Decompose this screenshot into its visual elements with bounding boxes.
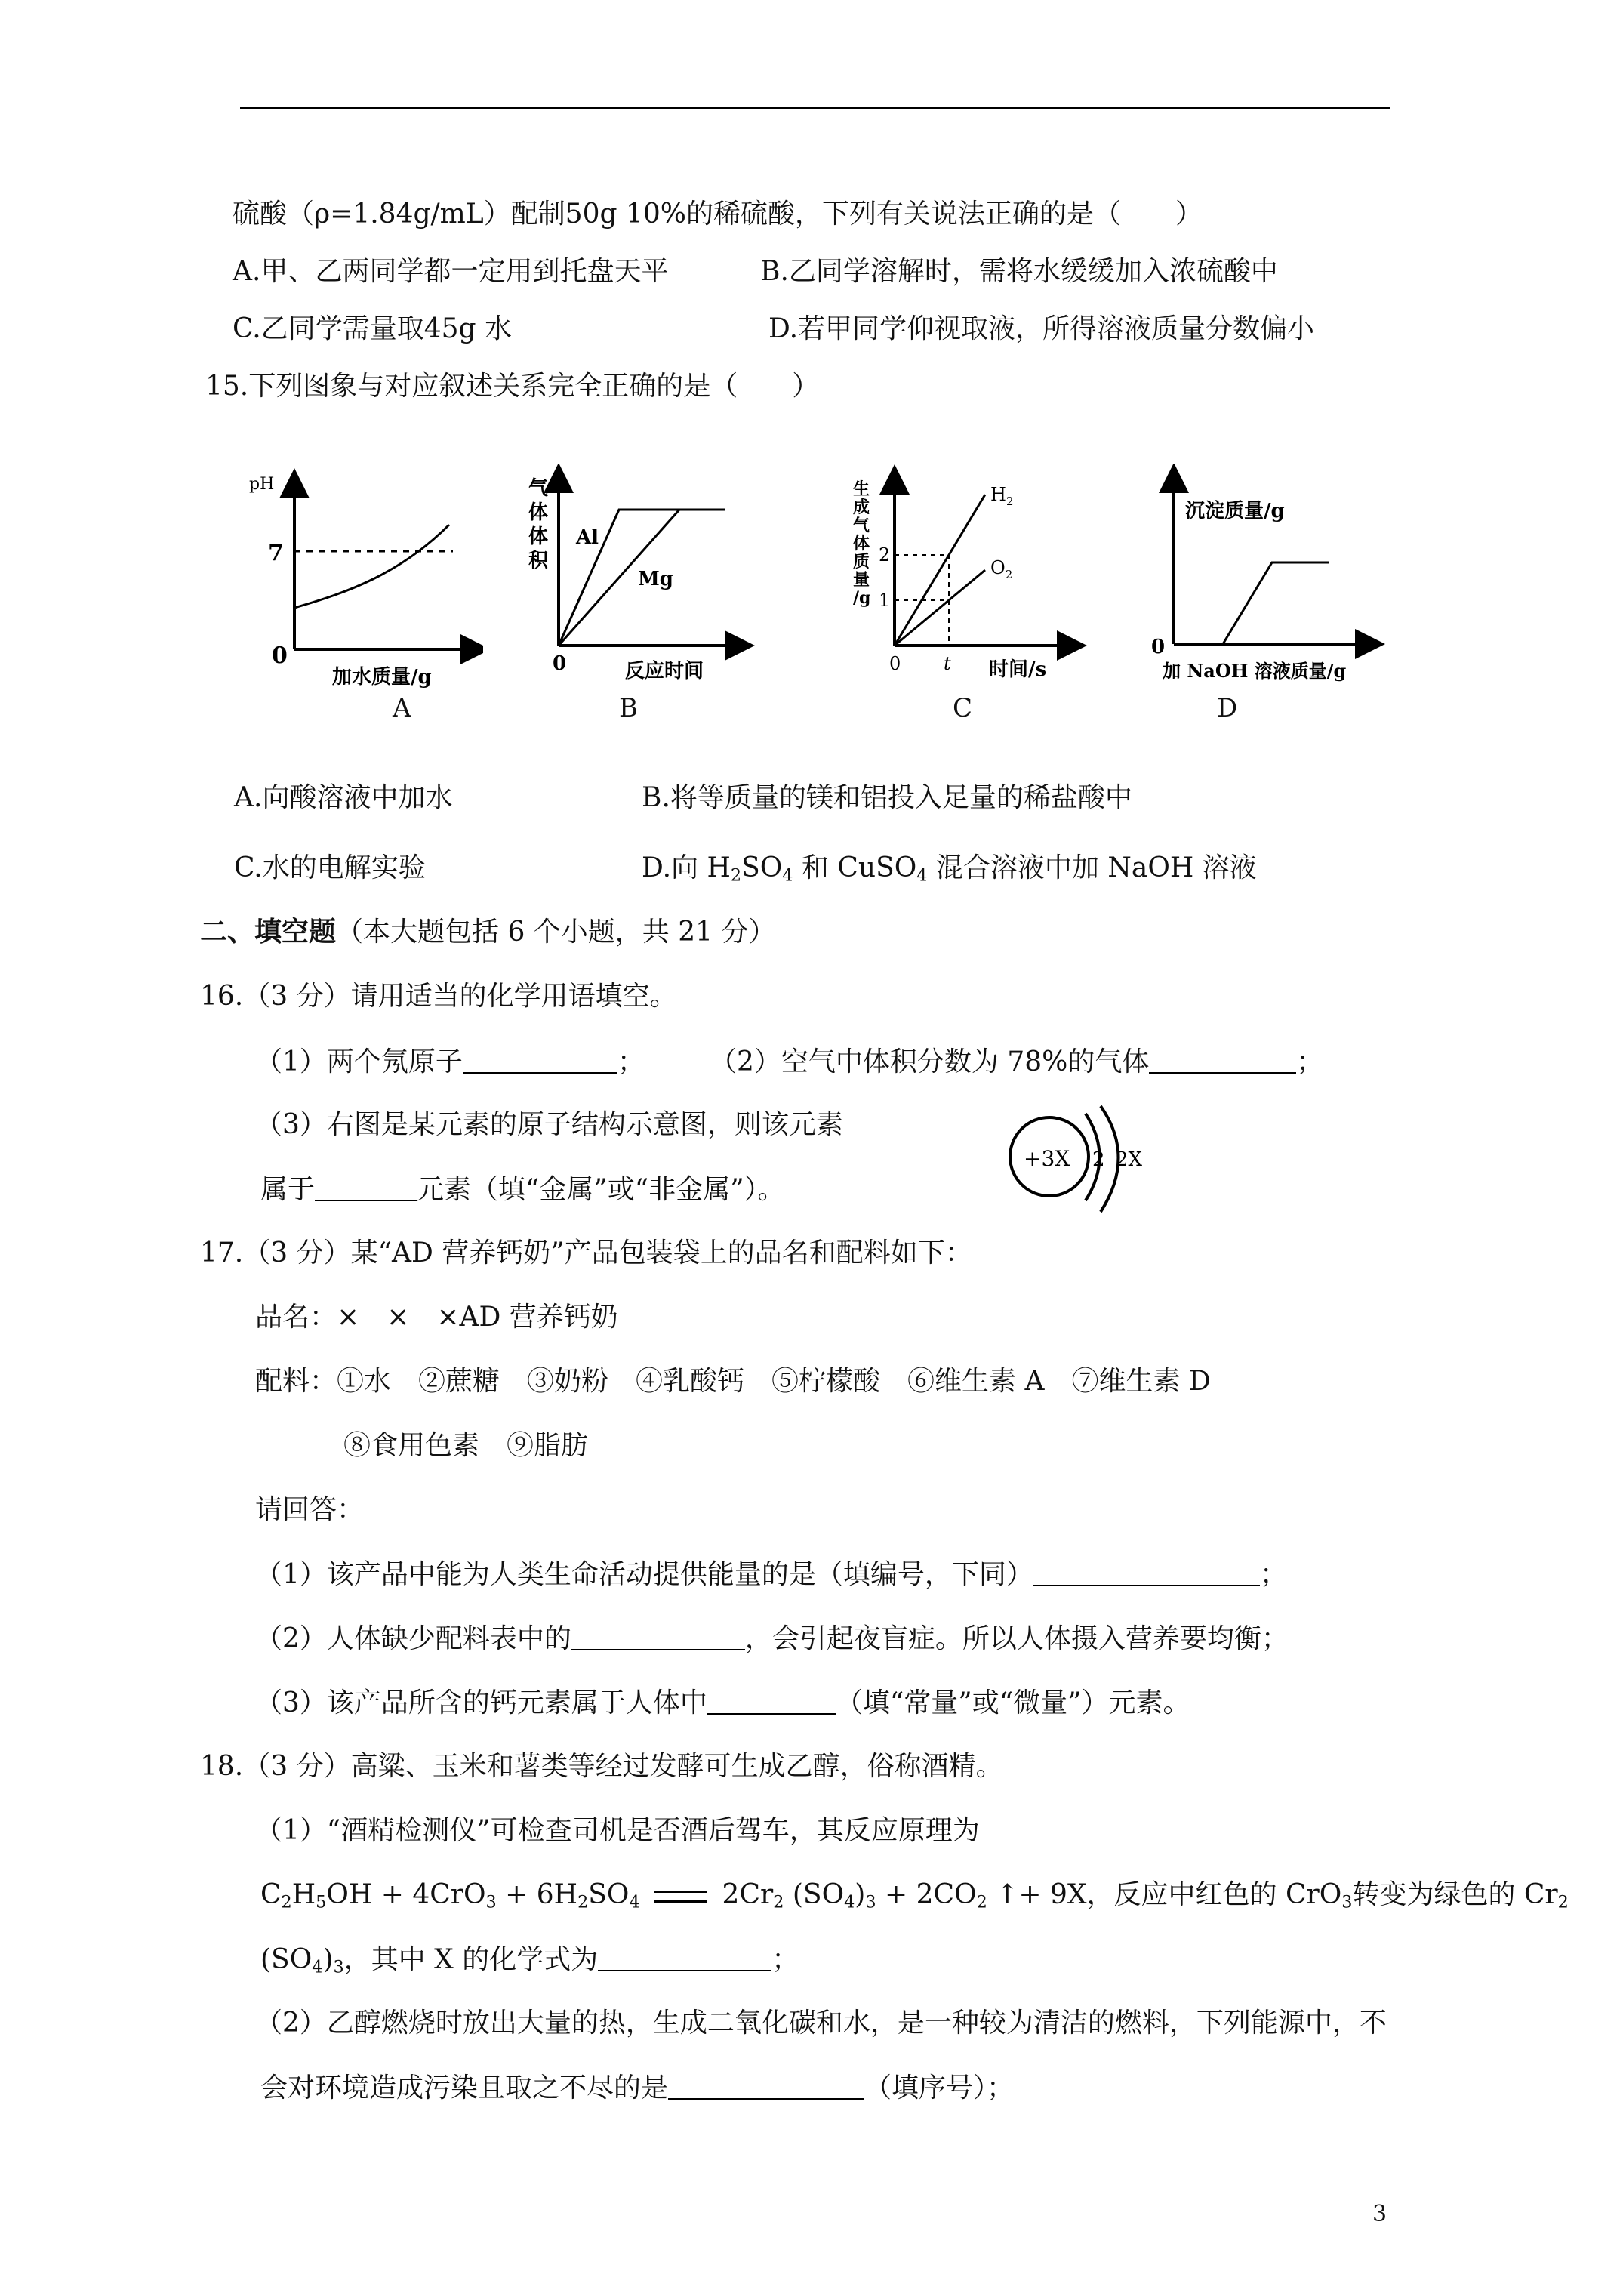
q17-part1: （1）该产品中能为人类生命活动提供能量的是（填编号，下同） ； <box>255 1559 1287 1590</box>
q17-part3: （3）该产品所含的钙元素属于人体中 （填“常量”或“微量”）元素。 <box>255 1687 1190 1718</box>
page-number: 3 <box>1372 2201 1387 2227</box>
graph-b-xlabel: 反应时间 <box>625 660 704 683</box>
graph-c-tick-1: 1 <box>879 590 891 611</box>
graph-b-al-label: Al <box>576 526 599 549</box>
graph-c-h2-line <box>895 495 985 646</box>
graph-b <box>513 464 755 691</box>
q15-option-c: C.水的电解实验 <box>234 852 426 883</box>
q16-stem: 16.（3 分）请用适当的化学用语填空。 <box>200 981 677 1012</box>
graph-b-origin: 0 <box>553 652 567 675</box>
q17-ingredients-line2: ⑧食用色素 ⑨脂肪 <box>343 1430 589 1461</box>
graph-a-curve <box>294 525 449 608</box>
graph-c-o2-label: $O_2$ <box>990 557 1013 581</box>
q16-part2: （2）空气中体积分数为 78%的气体 ； <box>710 1046 1324 1077</box>
graph-c-ylabel-3: 体 <box>853 534 870 553</box>
q14-option-d: D.若甲同学仰视取液，所得溶液质量分数偏小 <box>768 313 1315 344</box>
graph-c-tick-2: 2 <box>879 544 891 566</box>
graph-d-ylabel: 沉淀质量/g <box>1185 500 1285 522</box>
graph-a-xlabel: 加水质量/g <box>332 666 432 689</box>
graph-c-origin: 0 <box>889 653 901 674</box>
header-rule <box>240 107 1390 109</box>
q17-please-answer: 请回答： <box>255 1494 365 1525</box>
atom-structure-diagram <box>996 1102 1147 1231</box>
q15-option-d: D.向 $H_2SO_4$ 和 CuSO$_4$ 混合溶液中加 NaOH 溶液 <box>642 852 1257 886</box>
q18-equation-line: $C_2H_5OH + 4CrO_3 + 6H_2SO_4$ $2Cr_2$ $(SO_4)_3 + 2CO_2$ ↑+ 9X，反应中红色的 CrO$_3$转变为绿色的 Cr2 <box>260 1879 1569 1912</box>
q15-stem: 15.下列图象与对应叙述关系完全正确的是（ ） <box>205 371 820 402</box>
q15-option-b: B.将等质量的镁和铝投入足量的稀盐酸中 <box>642 782 1132 813</box>
q17-product-name: 品名：× × ×AD 营养钙奶 <box>255 1302 618 1333</box>
q17-part2: （2）人体缺少配料表中的 ，会引起夜盲症。所以人体摄入营养要均衡； <box>255 1623 1289 1654</box>
graph-d-curve <box>1174 562 1329 644</box>
q16-part3-line2: 属于 元素（填“金属”或“非金属”）。 <box>260 1174 785 1205</box>
graph-c-ylabel-6: /g <box>853 588 871 608</box>
graph-a-ylabel: pH <box>249 475 275 494</box>
graph-a-tick-7: 7 <box>268 540 284 566</box>
q15-option-a: A.向酸溶液中加水 <box>234 782 453 813</box>
q14-option-a: A.甲、乙两同学都一定用到托盘天平 <box>233 256 669 287</box>
graph-c-ylabel-0: 生 <box>853 479 870 499</box>
graph-d-xlabel: 加 NaOH 溶液质量/g <box>1163 660 1347 682</box>
q16-part3: （3）右图是某元素的原子结构示意图，则该元素 <box>255 1109 843 1140</box>
q18-part2: （2）乙醇燃烧时放出大量的热，生成二氧化碳和水，是一种较为清洁的燃料，下列能源中，不 <box>255 2008 1387 2039</box>
q18-part2-line2: 会对环境造成污染且取之不尽的是 （填序号）； <box>260 2073 1015 2103</box>
graph-b-caption: B <box>619 693 638 723</box>
graph-b-ylabel-3: 积 <box>528 550 549 572</box>
graph-c-ylabel-4: 质 <box>853 552 870 572</box>
graph-c-caption: C <box>953 693 973 723</box>
q16-part1: （1）两个氖原子 ； <box>255 1046 645 1077</box>
q18-part1: （1）“酒精检测仪”可检查司机是否酒后驾车，其反应原理为 <box>255 1815 980 1846</box>
graph-b-mg-label: Mg <box>638 568 673 590</box>
q14-option-c: C.乙同学需量取45g 水 <box>233 313 513 344</box>
graph-d <box>1147 464 1419 691</box>
graph-a-caption: A <box>393 693 411 723</box>
atom-shell-1-electrons: 2 <box>1092 1148 1105 1171</box>
graph-b-ylabel-2: 体 <box>528 525 549 548</box>
graph-d-origin: 0 <box>1151 636 1166 658</box>
q14-line1: 硫酸（ρ=1.84g/mL）配制50g 10%的稀硫酸，下列有关说法正确的是（ ） <box>233 199 1203 230</box>
q18-stem: 18.（3 分）高粱、玉米和薯类等经过发酵可生成乙醇，俗称酒精。 <box>200 1751 1003 1782</box>
q18-line2: $(SO_4)_3$，其中 X 的化学式为 ； <box>260 1944 799 1977</box>
graph-d-caption: D <box>1217 693 1238 723</box>
graph-b-ylabel-0: 气 <box>528 477 549 500</box>
graph-c-o2-line <box>895 570 985 646</box>
graph-c-t: t <box>944 653 951 674</box>
graph-b-ylabel-1: 体 <box>528 501 549 524</box>
graph-c-ylabel-5: 量 <box>853 570 870 590</box>
section-2-heading: 二、填空题（本大题包括 6 个小题，共 21 分） <box>200 916 776 948</box>
graph-c <box>830 464 1087 691</box>
graph-c-h2-label: $H_2$ <box>990 484 1014 508</box>
graph-c-ylabel-2: 气 <box>853 516 870 535</box>
atom-nucleus-charge: +3X <box>1024 1146 1070 1171</box>
q14-option-b: B.乙同学溶解时，需将水缓缓加入浓硫酸中 <box>760 256 1278 287</box>
graph-a-origin: 0 <box>272 643 288 669</box>
q17-stem: 17.（3 分）某“AD 营养钙奶”产品包装袋上的品名和配料如下： <box>200 1237 972 1268</box>
graph-c-ylabel-1: 成 <box>853 498 870 517</box>
graph-c-xlabel: 时间/s <box>989 658 1047 681</box>
graph-a <box>234 468 483 695</box>
q17-ingredients-line1: 配料：①水 ②蔗糖 ③奶粉 ④乳酸钙 ⑤柠檬酸 ⑥维生素 A ⑦维生素 D <box>255 1366 1211 1397</box>
atom-shell-2-electrons: 2X <box>1116 1148 1143 1171</box>
